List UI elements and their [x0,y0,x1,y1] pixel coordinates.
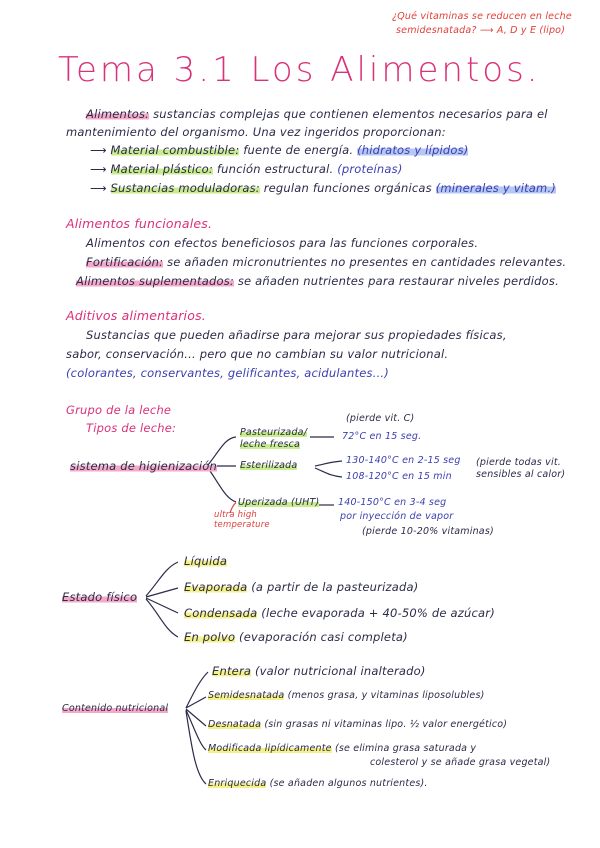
contenido-label [62,703,168,714]
contenido-item-term: Semidesnatada [208,690,285,701]
funcionales-line-1: Alimentos con efectos beneficiosos para las funciones corporales. [86,236,479,250]
esterilizada-temp-2: 108-120°C en 15 min [346,471,452,482]
estado-item-term: Líquida [184,554,228,568]
item-paren: (hidratos y lípidos) [357,143,469,157]
aditivos-heading: Aditivos alimentarios. [66,308,206,323]
leche-heading: Grupo de la leche [66,403,172,417]
contenido-term: Contenido nutricional [62,703,169,714]
estado-item-desc: (leche evaporada + 40-50% de azúcar) [257,606,495,620]
uperizada-term: Uperizada (UHT) [238,497,320,508]
estado-fisico-label [62,590,137,604]
contenido-item-term: Modificada lipídicamente [208,743,332,754]
pierde-todas-1: (pierde todas vit. [476,457,561,468]
estado-item-liquida [184,554,227,568]
pasteurizada-label [240,427,307,451]
esterilizada-temp-1: 130-140°C en 2-15 seg [346,455,461,466]
aditivos-line-1: Sustancias que pueden añadirse para mejorar sus propiedades físicas, [86,328,507,342]
contenido-item-term: Desnatada [208,719,262,730]
item-desc: función estructural. [213,162,338,176]
fortificacion-desc: se añaden micronutrientes no presentes en cantidades relevantes. [163,255,567,269]
estado-term: Estado físico [62,590,138,604]
leche-subheading: Tipos de leche: [86,421,177,435]
esterilizada-term: Esterilizada [240,460,298,471]
contenido-item-desnatada [208,719,507,730]
contenido-item-desc: (valor nutricional inalterado) [251,664,426,678]
page-title: Tema 3.1 Los Alimentos. [58,50,541,90]
higienizacion-label [70,459,217,473]
estado-item-evaporada [184,580,418,594]
aditivos-line-3: (colorantes, conservantes, gelificantes, acidulantes...) [66,366,389,380]
estado-item-term: En polvo [184,630,236,644]
contenido-item-modificada [208,743,476,754]
suplementados-term: Alimentos suplementados: [76,274,234,288]
pierde-todas-2: sensibles al calor) [476,469,566,480]
pasteurizada-temp: 72°C en 15 seg. [342,431,422,442]
contenido-item-desc: (menos grasa, y vitaminas liposolubles) [284,690,485,701]
estado-item-desc: (a partir de la pasteurizada) [247,580,419,594]
contenido-item-modificada-line-2: colesterol y se añade grasa vegetal) [370,757,551,768]
ultra-high-note [214,510,270,530]
ultra-line-1: ultra high [214,510,258,520]
item-paren: (proteínas) [337,162,403,176]
item-desc: regulan funciones orgánicas [259,181,436,195]
uperizada-pierde: (pierde 10-20% vitaminas) [362,526,494,537]
item-term: Sustancias moduladoras: [110,181,260,195]
item-term: Material plástico: [110,162,213,176]
pierde-todas [476,457,565,481]
pasteurizada-line-2: leche fresca [240,439,301,450]
funcionales-heading: Alimentos funcionales. [66,216,213,231]
item-term: Material combustible: [110,143,240,157]
estado-item-condensada [184,606,495,620]
alimentos-definition-line-2: mantenimiento del organismo. Una vez ingeridos proporcionan: [66,125,446,139]
contenido-item-term: Enriquecida [208,778,267,789]
estado-item-desc: (evaporación casi completa) [235,630,408,644]
pierde-vit-c: (pierde vit. C) [346,413,415,424]
contenido-item-term: Entera [212,664,252,678]
estado-item-polvo [184,630,408,644]
higienizacion-term: sistema de higienización [70,459,217,473]
fortificacion-term: Fortificación: [86,255,164,269]
contenido-item-enriquecida [208,778,428,789]
uperizada-temp-2: por inyección de vapor [340,511,454,522]
arrow-icon: ⟶ [90,162,107,176]
pasteurizada-line-1: Pasteurizada/ [240,427,308,438]
uperizada-label [238,497,319,508]
estado-item-term: Evaporada [184,580,248,594]
top-note-line-1: ¿Qué vitaminas se reducen en leche [392,11,572,22]
alimentos-def-1: sustancias complejas que contienen elementos necesarios para el [149,107,548,121]
contenido-item-desc: (sin grasas ni vitaminas lipo. ½ valor energético) [261,719,508,730]
contenido-item-entera [212,664,426,678]
estado-item-term: Condensada [184,606,258,620]
arrow-icon: ⟶ [90,143,107,157]
item-paren: (minerales y vitam.) [435,181,556,195]
aditivos-line-2: sabor, conservación... pero que no cambian su valor nutricional. [66,347,449,361]
esterilizada-label [240,460,297,471]
contenido-item-desc: (se añaden algunos nutrientes). [266,778,428,789]
contenido-item-semidesnatada [208,690,485,701]
arrow-icon: ⟶ [90,181,107,195]
contenido-item-desc: (se elimina grasa saturada y [331,743,477,754]
uperizada-temp-1: 140-150°C en 3-4 seg [338,497,447,508]
ultra-line-2: temperature [214,520,270,530]
suplementados-desc: se añaden nutrientes para restaurar niveles perdidos. [234,274,559,288]
alimentos-term: Alimentos: [86,107,150,121]
top-note-line-2: semidesnatada? ⟶ A, D y E (lipo) [396,25,566,36]
item-desc: fuente de energía. [239,143,358,157]
